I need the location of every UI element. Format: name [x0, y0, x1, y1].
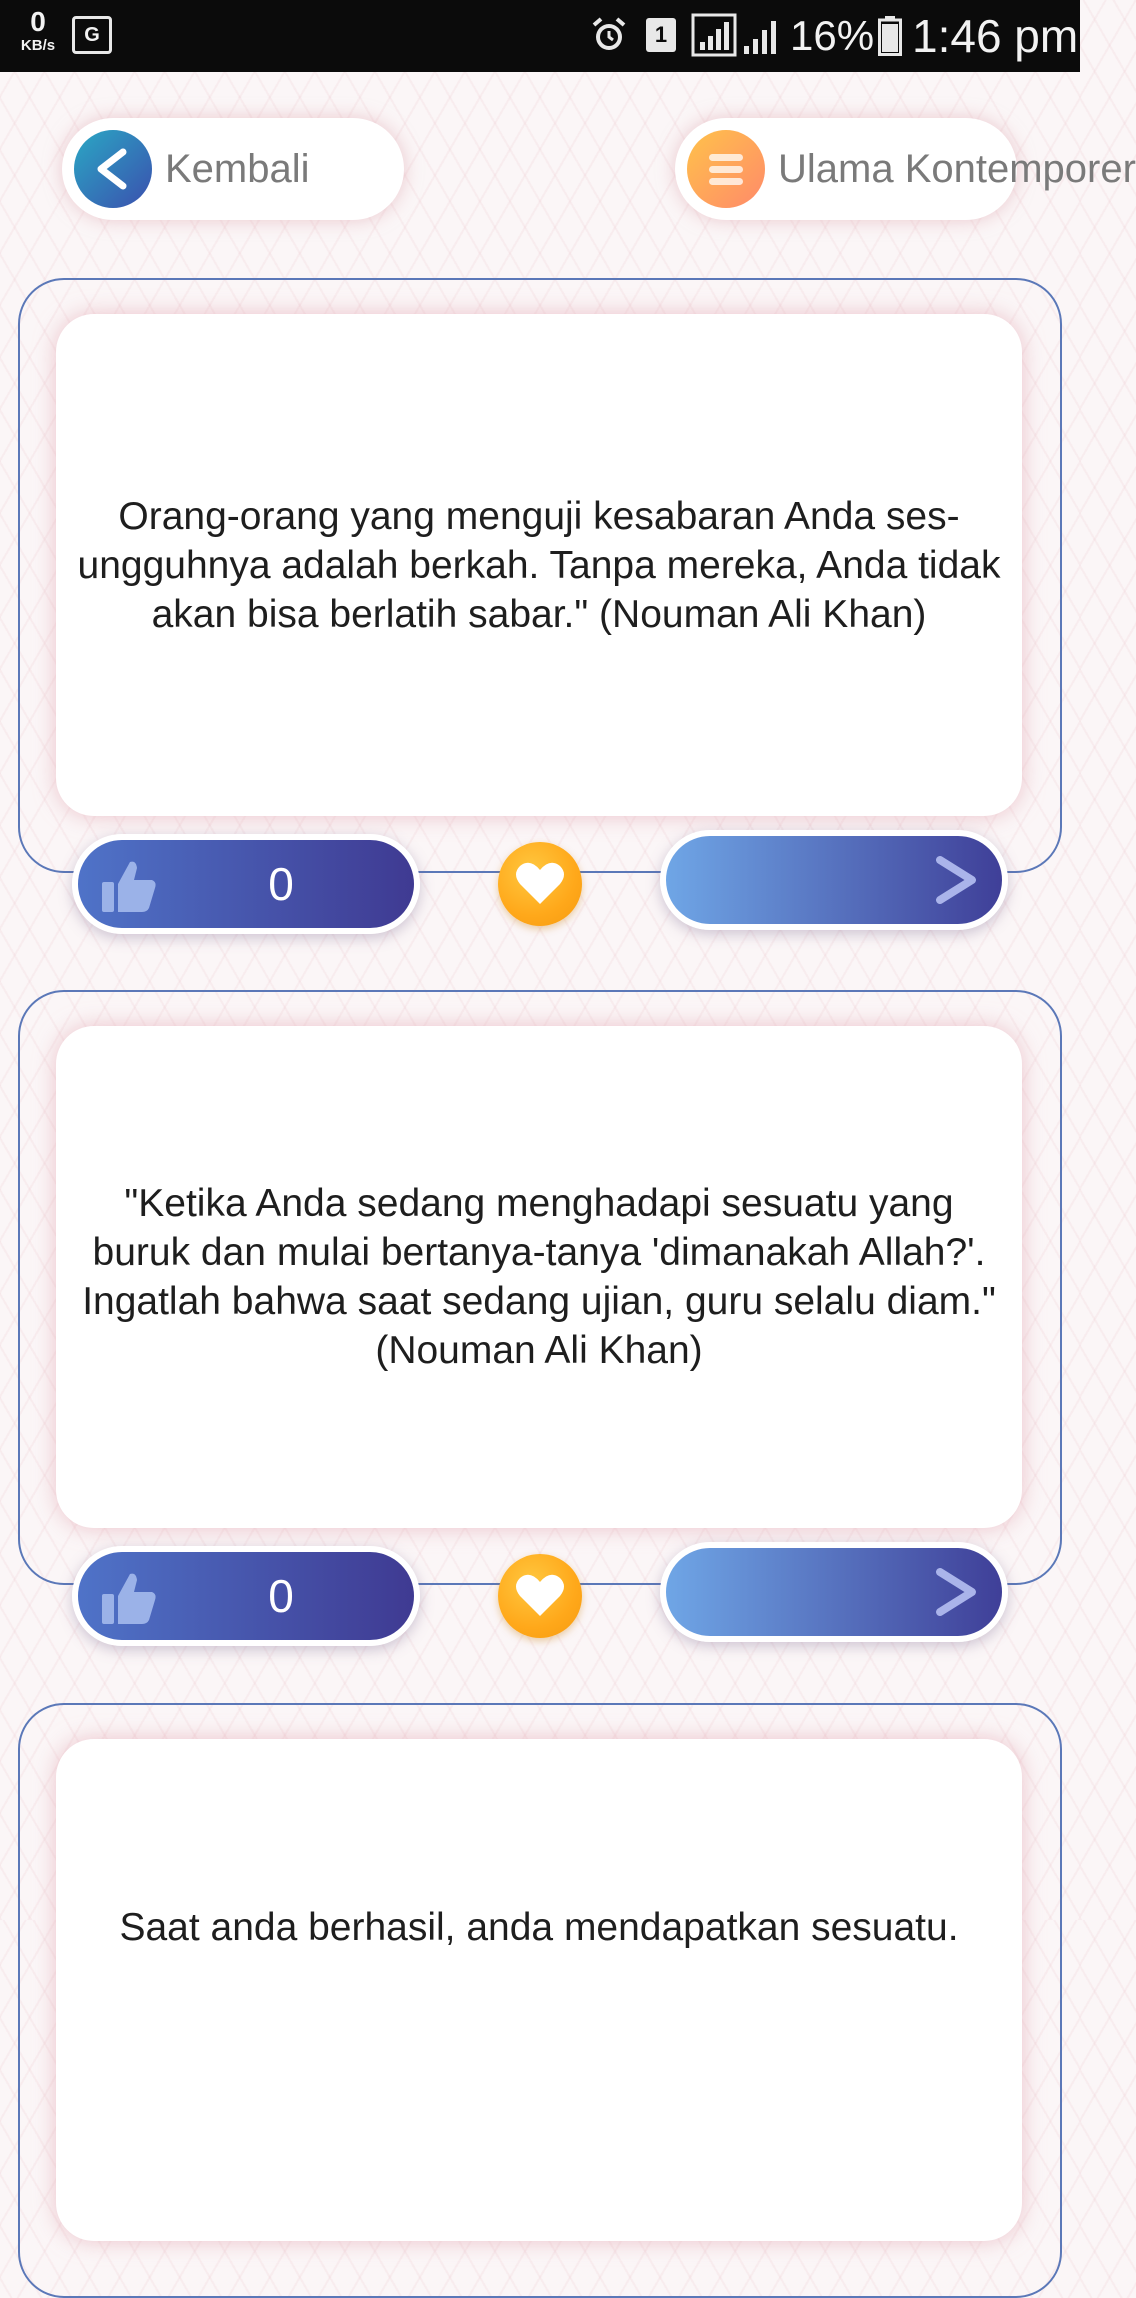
- quote-card: [56, 1739, 1022, 2241]
- like-button[interactable]: [72, 834, 420, 934]
- like-count: 0: [268, 858, 294, 910]
- heart-icon: [514, 1572, 566, 1620]
- quote-card: [56, 314, 1022, 816]
- favorite-button[interactable]: [498, 842, 582, 926]
- chevron-left-icon: [74, 130, 152, 208]
- quote-text: Saat anda berhasil, anda mendapatkan sesuatu.: [119, 1906, 959, 1949]
- back-label: Kembali: [165, 147, 310, 191]
- quote-text: Orang-orang yang menguji kesabaran Anda ses-ungguhnya adalah berkah. Tanpa mereka, Anda tidak akan bisa berlatih sabar." (Nouman Ali Khan): [77, 494, 1001, 636]
- heart-icon: [514, 860, 566, 908]
- like-count: 0: [268, 1570, 294, 1622]
- net-speed-unit: KB/s: [20, 37, 56, 54]
- favorite-button[interactable]: [498, 1554, 582, 1638]
- signal-icon: [742, 18, 780, 56]
- next-button[interactable]: [660, 830, 1008, 930]
- sim-icon: 1: [646, 18, 676, 52]
- signal-icon: [692, 14, 736, 56]
- clock: 1:46 pm: [912, 10, 1079, 62]
- battery-percentage: 16%: [790, 12, 875, 59]
- translate-icon: [72, 16, 112, 54]
- category-label: Ulama Kontemporer: [778, 147, 1136, 191]
- net-speed-value: 0: [30, 6, 46, 37]
- battery-icon: [878, 16, 902, 56]
- menu-icon: [687, 130, 765, 208]
- next-button[interactable]: [660, 1542, 1008, 1642]
- like-button[interactable]: [72, 1546, 420, 1646]
- thumbs-up-icon: [100, 858, 158, 914]
- alarm-icon: [590, 16, 628, 54]
- status-bar: [0, 0, 1080, 72]
- quote-card: [56, 1026, 1022, 1528]
- chevron-right-icon: [932, 1566, 980, 1618]
- thumbs-up-icon: [100, 1570, 158, 1626]
- back-button[interactable]: [62, 118, 404, 220]
- category-button[interactable]: [675, 118, 1136, 220]
- quote-text: "Ketika Anda sedang menghadapi sesuatu yang buruk dan mulai bertanya-tanya 'dimanakah Allah?'. Ingatlah bahwa saat sedang ujian, guru selalu diam." (Nouman Ali Khan): [82, 1182, 996, 1372]
- kbs-speed-icon: [16, 8, 60, 53]
- translate-glyph: G: [84, 24, 100, 46]
- chevron-right-icon: [932, 854, 980, 906]
